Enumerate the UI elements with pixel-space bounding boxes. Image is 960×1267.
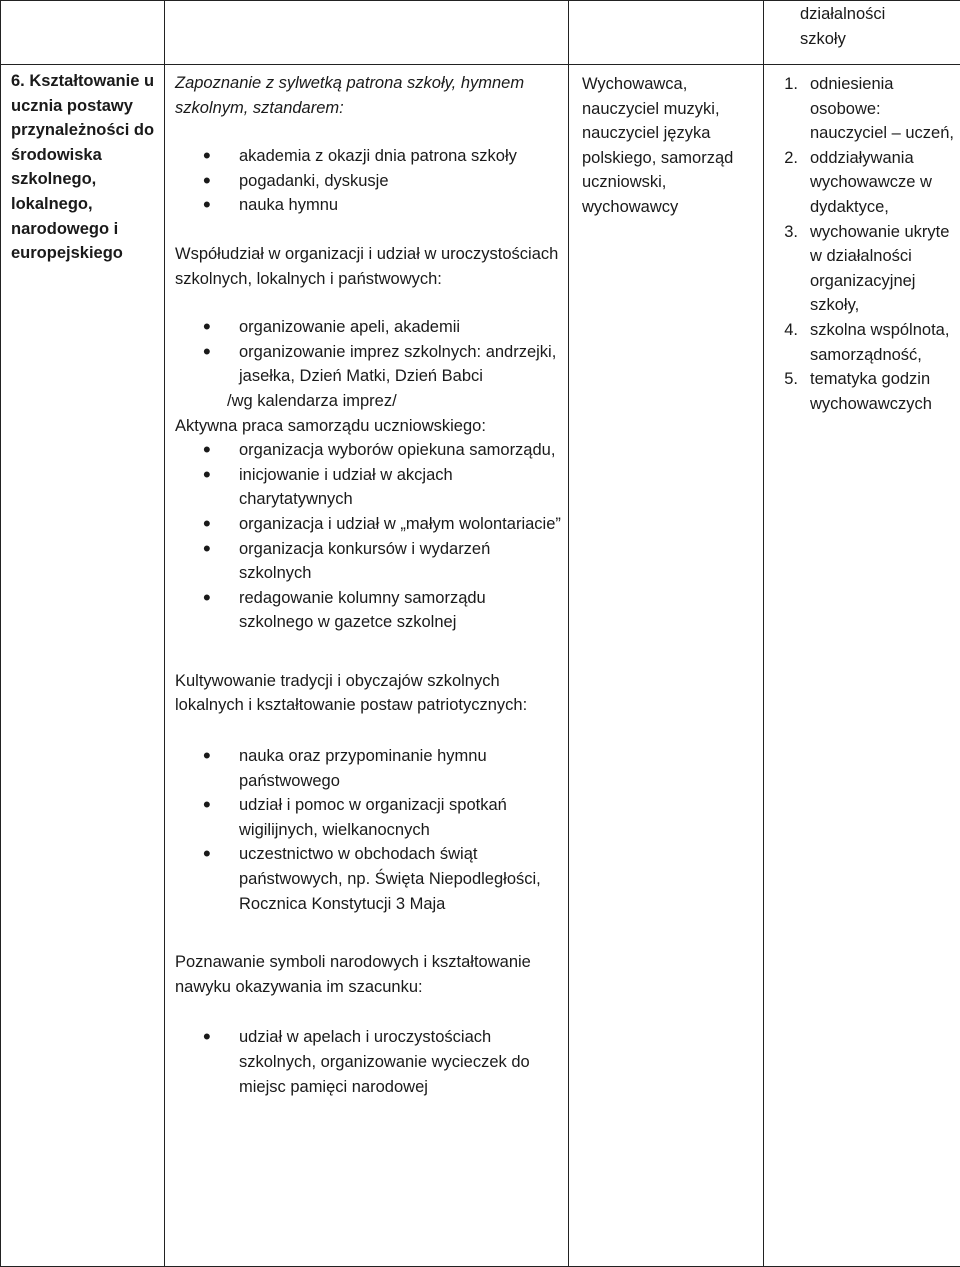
section-heading: Zapoznanie z sylwetką patrona szkoły, hymnem szkolnym, sztandarem:: [175, 71, 564, 120]
task-list: [175, 438, 564, 635]
outcomes-cell: [764, 65, 960, 1267]
responsible-text: Wychowawca, nauczyciel muzyki, nauczyciel języka polskiego, samorząd uczniowski, wychowawcy: [582, 72, 759, 220]
prev-outcomes-cell: [764, 1, 960, 65]
item-number: 4.: [774, 318, 798, 343]
list-item: • redagowanie kolumny samorządu szkolnego w gazetce szkolnej: [175, 586, 564, 635]
item-text: wychowanie ukryte w działalności organizacyjnej szkoły,: [810, 223, 949, 315]
list-item: [774, 318, 956, 367]
item-text: odniesienia osobowe: nauczyciel – uczeń,: [810, 75, 954, 142]
section-heading: Kultywowanie tradycji i obyczajów szkolnych lokalnych i kształtowanie postaw patriotycznych:: [175, 669, 564, 718]
prev-outcome-line: szkoły: [800, 27, 960, 52]
task-list: [175, 1025, 564, 1099]
item-number: 2.: [774, 146, 798, 171]
prev-area-cell: [1, 1, 165, 65]
list-item: [774, 146, 956, 220]
item-text: oddziaływania wychowawcze w dydaktyce,: [810, 149, 932, 216]
task-list: [175, 144, 564, 218]
list-item: • udział w apelach i uroczystościach szkolnych, organizowanie wycieczek do miejsc pamięci narodowej: [175, 1025, 564, 1099]
item-number: 1.: [774, 72, 798, 97]
section-heading: Aktywna praca samorządu uczniowskiego:: [175, 414, 564, 439]
list-item: • inicjowanie i udział w akcjach charytatywnych: [175, 463, 564, 512]
list-item: [774, 72, 956, 146]
table-row-previous: [1, 1, 960, 65]
task-list: [175, 315, 564, 389]
list-item: • organizacja i udział w „małym wolontariacie”: [175, 512, 564, 537]
calendar-note: /wg kalendarza imprez/: [175, 389, 564, 414]
list-item: • nauka hymnu: [175, 193, 564, 218]
item-text: szkolna wspólnota, samorządność,: [810, 321, 949, 364]
list-item: • pogadanki, dyskusje: [175, 169, 564, 194]
outcome-list: [774, 72, 956, 416]
list-item: • organizowanie imprez szkolnych: andrzejki, jasełka, Dzień Matki, Dzień Babci: [175, 340, 564, 389]
list-item: • organizacja konkursów i wydarzeń szkolnych: [175, 537, 564, 586]
list-item: • akademia z okazji dnia patrona szkoły: [175, 144, 564, 169]
section-heading: Poznawanie symboli narodowych i kształtowanie nawyku okazywania im szacunku:: [175, 950, 564, 999]
task-list: [175, 744, 564, 916]
list-item: [774, 220, 956, 318]
area-cell: [1, 65, 165, 1267]
tasks-cell: [165, 65, 569, 1267]
list-item: [774, 367, 956, 416]
table-row-6: [1, 65, 960, 1267]
prev-tasks-cell: [165, 1, 569, 65]
list-item: • nauka oraz przypominanie hymnu państwowego: [175, 744, 564, 793]
responsible-cell: [569, 65, 764, 1267]
prev-outcome-line: działalności: [800, 2, 960, 27]
item-number: 3.: [774, 220, 798, 245]
area-title: 6. Kształtowanie u ucznia postawy przynależności do środowiska szkolnego, lokalnego, narodowego i europejskiego: [11, 69, 161, 266]
prev-responsible-cell: [569, 1, 764, 65]
list-item: • organizowanie apeli, akademii: [175, 315, 564, 340]
list-item: • uczestnictwo w obchodach świąt państwowych, np. Święta Niepodległości, Rocznica Konstytucji 3 Maja: [175, 842, 564, 916]
section-heading: Współudział w organizacji i udział w uroczystościach szkolnych, lokalnych i państwowych:: [175, 242, 564, 291]
item-text: tematyka godzin wychowawczych: [810, 370, 932, 413]
list-item: • udział i pomoc w organizacji spotkań wigilijnych, wielkanocnych: [175, 793, 564, 842]
list-item: • organizacja wyborów opiekuna samorządu,: [175, 438, 564, 463]
item-number: 5.: [774, 367, 798, 392]
